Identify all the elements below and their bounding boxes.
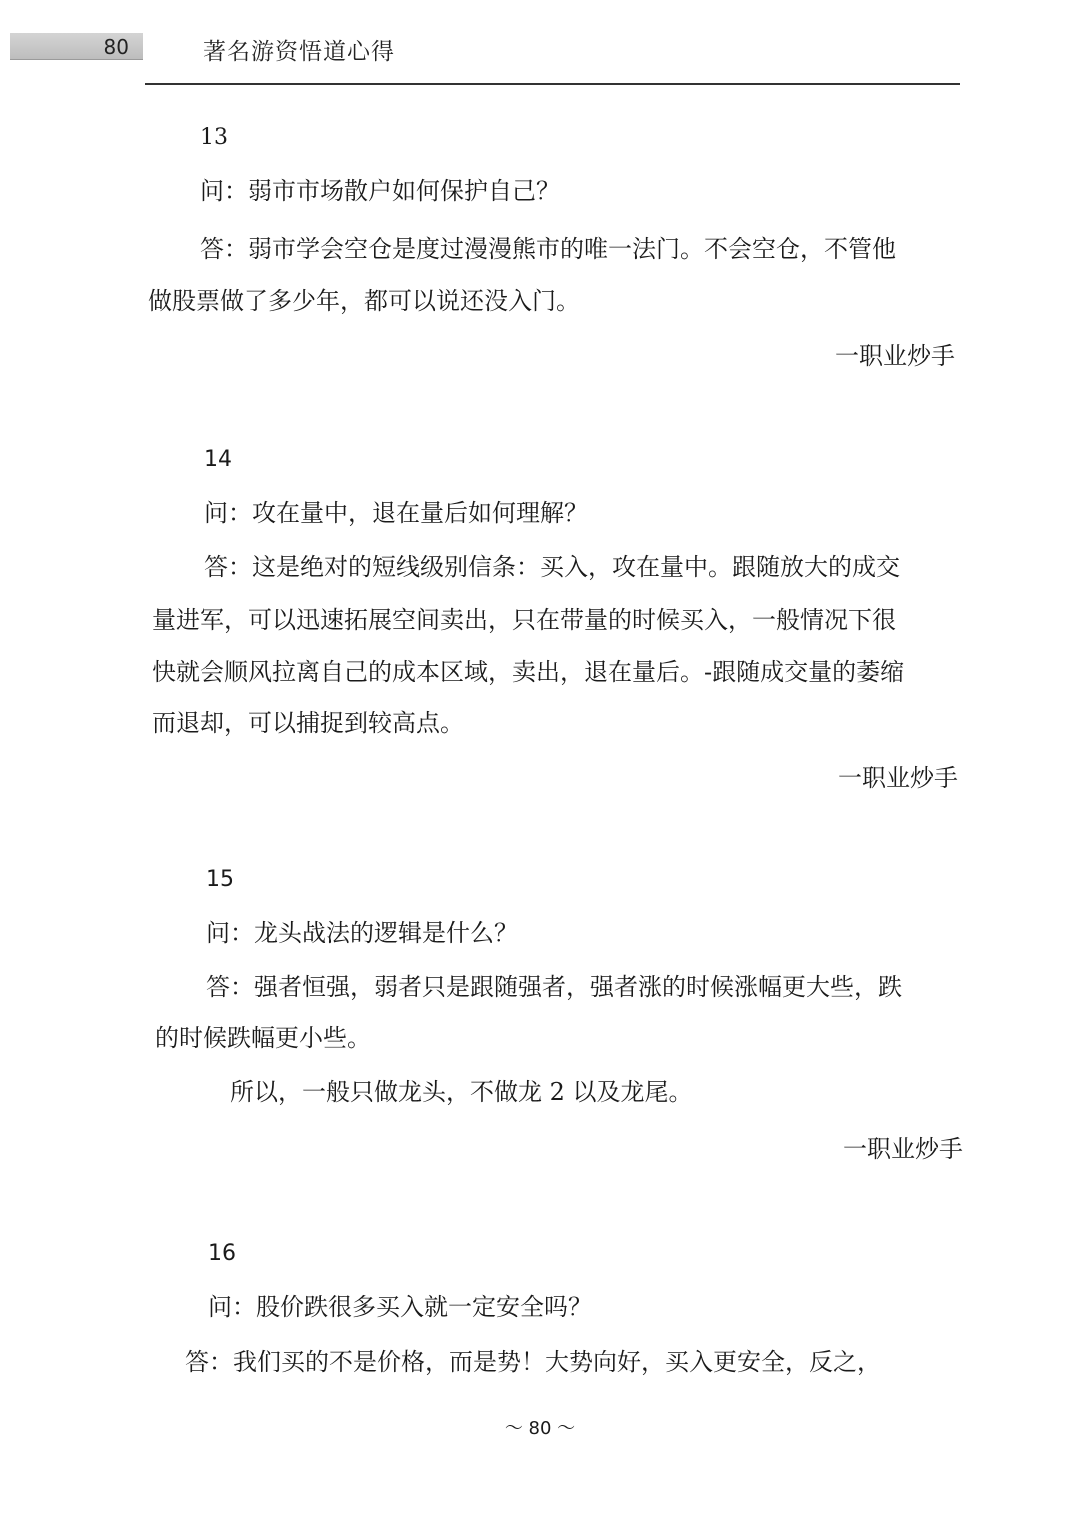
running-title: 著名游资悟道心得 bbox=[203, 39, 395, 65]
section-15-answer-line-1: 答：强者恒强，弱者只是跟随强者，强者涨的时候涨幅更大些，跌 bbox=[206, 973, 902, 1001]
section-16-answer-line-1: 答：我们买的不是价格，而是势！大势向好，买入更安全，反之， bbox=[185, 1348, 881, 1376]
section-15-answer-line-2: 的时候跌幅更小些。 bbox=[155, 1024, 371, 1052]
header-page-number: 80 bbox=[103, 35, 129, 59]
section-14-answer-line-3: 快就会顺风拉离自己的成本区域，卖出，退在量后。-跟随成交量的萎缩 bbox=[152, 658, 905, 686]
section-13-question: 问：弱市市场散户如何保护自己？ bbox=[200, 177, 560, 205]
page-number-badge bbox=[10, 33, 143, 60]
section-16-number: 16 bbox=[208, 1241, 236, 1266]
section-14-answer-line-1: 答：这是绝对的短线级别信条：买入，攻在量中。跟随放大的成交 bbox=[204, 553, 900, 581]
footer-page-number: ～ 80 ～ bbox=[504, 1418, 576, 1439]
section-13-number: 13 bbox=[200, 125, 228, 150]
section-14-number: 14 bbox=[204, 447, 232, 472]
section-14-answer-line-4: 而退却，可以捕捉到较高点。 bbox=[152, 709, 464, 737]
section-15-number: 15 bbox=[206, 867, 234, 892]
section-16-question: 问：股价跌很多买入就一定安全吗？ bbox=[208, 1293, 592, 1321]
section-15-extra-line: 所以，一般只做龙头，不做龙 2 以及龙尾。 bbox=[230, 1078, 693, 1106]
section-13-signature: 一职业炒手 bbox=[835, 342, 955, 370]
section-15-question: 问：龙头战法的逻辑是什么？ bbox=[206, 919, 518, 947]
section-13-answer-line-1: 答：弱市学会空仓是度过漫漫熊市的唯一法门。不会空仓，不管他 bbox=[200, 235, 896, 263]
header-divider bbox=[145, 83, 960, 85]
section-14-answer-line-2: 量进军，可以迅速拓展空间卖出，只在带量的时候买入，一般情况下很 bbox=[152, 606, 896, 634]
section-14-question: 问：攻在量中，退在量后如何理解？ bbox=[204, 499, 588, 527]
section-14-signature: 一职业炒手 bbox=[838, 764, 958, 792]
section-15-signature: 一职业炒手 bbox=[843, 1135, 963, 1163]
section-13-answer-line-2: 做股票做了多少年，都可以说还没入门。 bbox=[148, 287, 580, 315]
